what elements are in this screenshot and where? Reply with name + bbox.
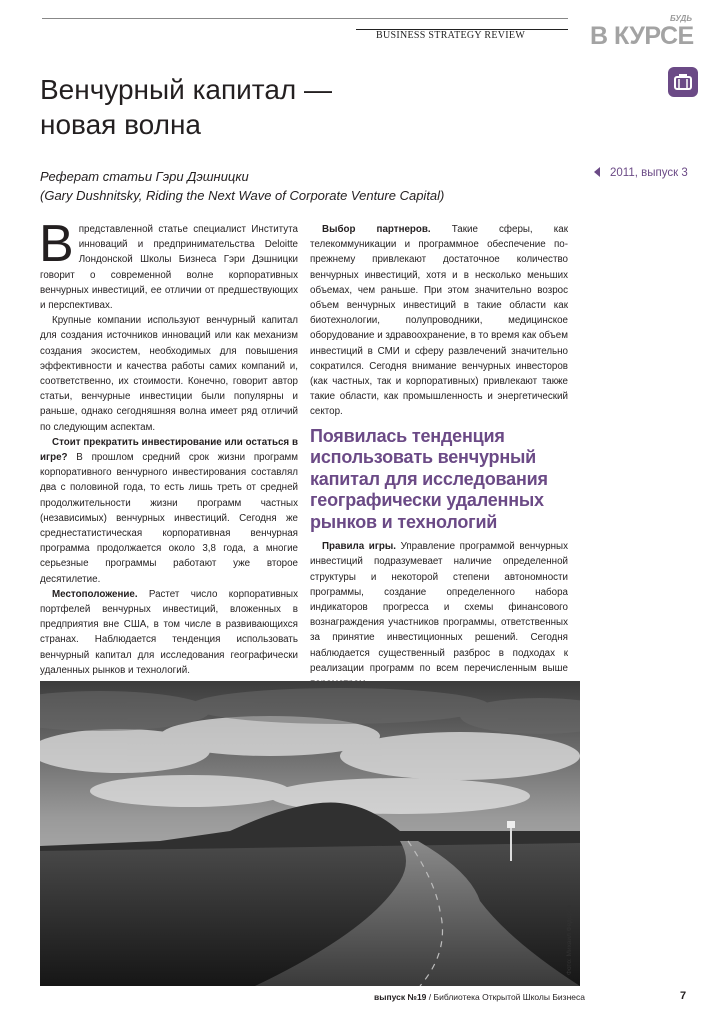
header-rule [42,18,568,19]
footer-issue-number: выпуск №19 [374,992,427,1002]
dropcap: В [39,215,74,273]
briefcase-icon [668,67,698,97]
magazine-logo [590,14,700,50]
footer-library: / Библиотека Открытой Школы Бизнеса [426,992,585,1002]
article-subtitle [40,167,444,205]
title-line-2: новая волна [40,109,201,140]
footer-issue [374,992,585,1002]
paragraph-text: Растет число корпоративных портфелей венчурных инвестиций, вложенных в предприятия вне США, в том числе в развивающихся странах. Наблюдается тенденция использовать венчурный капитал для исследования географически удаленных рынков и технологий. [40,588,298,676]
runin-heading: Правила игры. [322,541,396,553]
logo-big-text: В КУРСЕ [590,22,694,50]
runin-heading: Местоположение. [52,588,138,600]
title-line-1: Венчурный капитал — [40,74,333,105]
logo-small-text: БУДЬ [669,14,692,23]
column-left [39,215,298,678]
paragraph-5 [310,222,568,420]
paragraph-3 [40,435,298,587]
paragraph-text: Такие сферы, как телекоммуникации и программное обеспечение по-прежнему привлекают достаточное количество венчурных инвестиций, хотя и в несколько меньших объемах, чем раньше. При этом значительно возрос объем венчурных инвестиций в такие области как биотехнологии, полупроводники, медицинское оборудование и здравоохранение, в то время как объем инвестиций в СМИ и сферу развлечений значительно сократился. Сегодня внимание венчурных инвесторов (как частных, так и корпоративных) привлекают также такие области, как промышленность и энергетический сектор. [310,224,568,418]
paragraph-4 [40,587,298,678]
road-photo [40,681,580,986]
paragraph-intro-text: представленной статье специалист Института инноваций и предпринимательства Deloitte Лондонской Школы Бизнеса Гэри Дэшницки говорит о современной волне корпоративных венчурных инвестиций, ее отличии от предшествующих и перспективах. [40,224,298,312]
pull-quote: Появилась тенденция использовать венчурный капитал для исследования географически удаленных рынков и технологий [310,425,548,532]
paragraph-2: Крупные компании используют венчурный капитал для создания источников инноваций или как механизм создания экосистем, необходимых для повышения эффективности и качества работы самих компаний и, соответственно, их стоимости. Конечно, говорит автор статьи, венчурные инвестиции были популярны и раньше, однако сегодняшняя волна имеет ряд отличий по следующим аспектам. [40,315,298,433]
journal-name: BUSINESS STRATEGY REVIEW [376,30,526,41]
runin-heading: Стоит прекратить инвестирование или остаться в игре? [40,436,298,464]
issue-text: 2011, выпуск 3 [610,167,688,179]
triangle-left-icon [594,167,600,177]
issue-label [594,167,688,179]
article-title [40,72,332,142]
paragraph-intro [39,215,298,313]
paragraph-text: В прошлом средний срок жизни программ корпоративного венчурного инвестирования составлял два с половиной года, то есть лишь треть от средней продолжительности жизни программ частных (независимых) венчурных инвестиций. Сегодня же среднестатистическая корпоративная венчурная программа продолжается около 3,8 года, а многие серьезные программы работают уже второе десятилетие. [40,452,298,585]
subtitle-line-2: (Gary Dushnitsky, Riding the Next Wave of Corporate Venture Capital) [40,188,445,203]
photo-credit: Фото: Михаил Федоров [566,904,573,975]
column-right [310,222,568,722]
runin-heading: Выбор партнеров. [322,224,431,235]
paragraph-text: Управление программой венчурных инвестиций подразумевает наличие определенной структуры и некоторой степени автономности программы, создание определенного набора индикаторов прогресса и схемы финансового вознаграждения участников программы, ответственных за принятие инвестиционных решений. Сегодня наблюдается существенный разброс в подходах к реализации программ по всем перечисленным выше [310,541,568,674]
paragraph-6 [310,539,568,691]
page-number: 7 [680,990,687,1002]
subtitle-line-1: Реферат статьи Гэри Дэшницки [40,169,249,184]
